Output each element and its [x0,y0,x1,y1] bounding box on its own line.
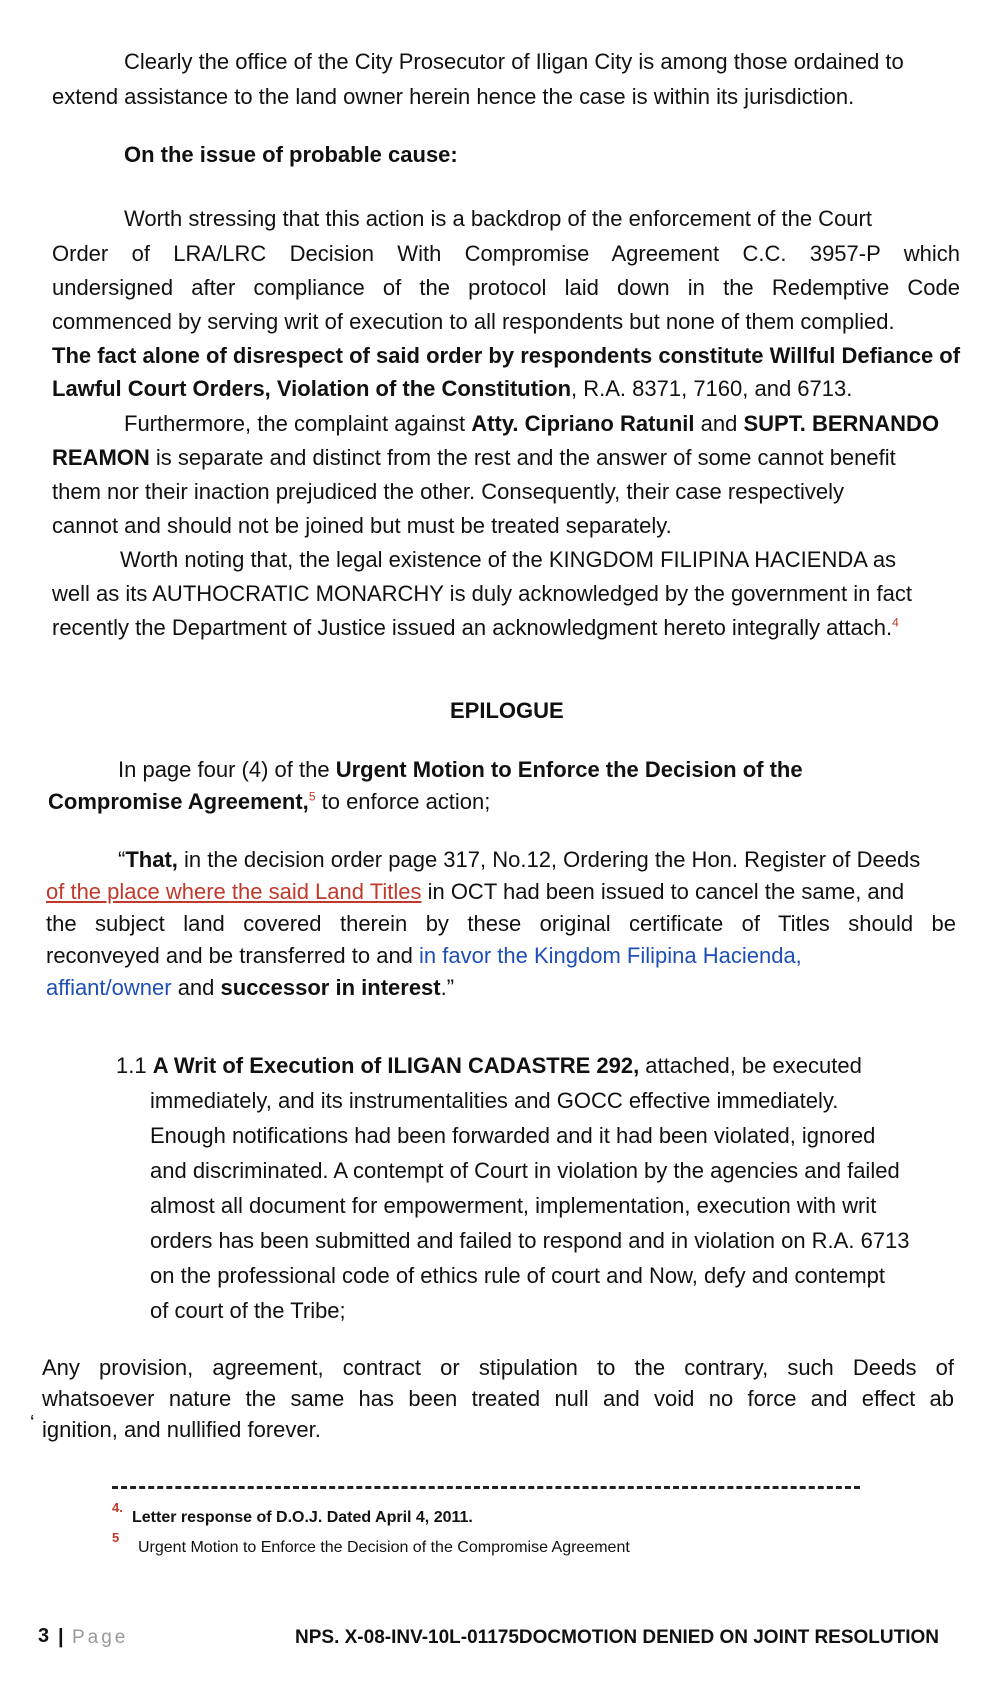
page-label: Page [72,1627,129,1648]
highlighted-text: in favor the Kingdom Filipina Hacienda, [419,943,802,968]
section-heading-probable-cause: On the issue of probable cause: [124,142,458,167]
bold-text: SUPT. BERNANDO [743,411,940,436]
paragraph-line [52,375,852,403]
bold-text: A Writ of Execution of ILIGAN CADASTRE 292, [152,1053,640,1078]
paragraph-line [124,410,939,438]
plain-text: in the decision order page 317, No.12, Ordering the Hon. Register of Deeds [177,847,921,872]
list-item-line: Enough notifications had been forwarded and it had been violated, ignored [150,1123,876,1148]
paragraph-line: ignition, and nullified forever. [42,1417,321,1442]
paragraph-line [52,444,896,472]
footnote-text: Letter response of D.O.J. Dated April 4, 2011. [132,1509,473,1526]
footnote-marker: 4. [112,1500,123,1515]
paragraph-line: Clearly the office of the City Prosecutor of Iligan City is among those ordained to [124,49,904,74]
plain-text: is separate and distinct from the rest and the answer of some cannot benefit [149,445,896,470]
list-item-line: orders has been submitted and failed to respond and in violation on R.A. 6713 [150,1228,910,1253]
paragraph-line: undersigned after compliance of the protocol laid down in the Redemptive Code [52,275,960,300]
footnote-ref: 4 [892,615,899,630]
paragraph-line: Worth noting that, the legal existence of the KINGDOM FILIPINA HACIENDA as [120,547,897,572]
plain-text: recently the Department of Justice issued an acknowledgment hereto integrally attach. [52,615,893,640]
plain-text: Furthermore, the complaint against [124,411,472,436]
highlighted-text: affiant/owner [46,975,172,1000]
footnote-marker: 5 [112,1530,120,1545]
plain-text: reconveyed and be transferred to and [46,943,420,968]
underlined-text: of the place where the said Land Titles [46,879,422,904]
plain-text: to enforce action; [315,789,491,814]
plain-text: 1.1 [116,1053,153,1078]
plain-text: “ [118,847,126,872]
bold-text: Urgent Motion to Enforce the Decision of the [335,757,803,782]
footnote-text: Urgent Motion to Enforce the Decision of the Compromise Agreement [138,1539,630,1556]
footnote-ref: 5 [308,789,316,804]
paragraph-line [48,788,490,816]
paragraph-line: commenced by serving writ of execution to all respondents but none of them complied. [52,309,895,334]
paragraph-line-bold: The fact alone of disrespect of said order by respondents constitute Willful Defiance of [52,343,961,368]
paragraph-line: Any provision, agreement, contract or stipulation to the contrary, such Deeds of [42,1355,954,1380]
plain-text: , R.A. 8371, 7160, and 6713. [571,376,853,401]
paragraph-line: well as its AUTHOCRATIC MONARCHY is duly acknowledged by the government in fact [52,581,912,606]
list-item-line: and discriminated. A contempt of Court in violation by the agencies and failed [150,1158,900,1183]
paragraph-line [118,756,803,784]
quote-line [46,942,802,970]
paragraph-line: Worth stressing that this action is a backdrop of the enforcement of the Court [124,206,872,231]
paragraph-line: cannot and should not be joined but must be treated separately. [52,513,672,538]
list-item-line: of court of the Tribe; [150,1298,346,1323]
section-heading-epilogue: EPILOGUE [450,698,564,723]
quote-line [118,846,920,874]
footnote-divider [112,1486,860,1489]
footer-reference: NPS. X-08-INV-10L-01175DOCMOTION DENIED ON JOINT RESOLUTION [295,1627,940,1648]
paragraph-line [52,614,899,642]
plain-text: attached, be executed [639,1053,862,1078]
bold-text: REAMON [52,445,150,470]
list-item-line: on the professional code of ethics rule of court and Now, defy and contempt [150,1263,886,1288]
plain-text: and [171,975,221,1000]
bold-text: That, [125,847,178,872]
bold-text: Atty. Cipriano Ratunil [471,411,695,436]
plain-text: and [694,411,744,436]
quote-line: the subject land covered therein by these original certificate of Titles should be [46,911,956,936]
list-item-line: immediately, and its instrumentalities and GOCC effective immediately. [150,1088,839,1113]
quote-line [46,974,454,1002]
paragraph-line: them nor their inaction prejudiced the other. Consequently, their case respectively [52,479,845,504]
handwritten-tick-mark: ‘ [30,1412,35,1434]
bold-text: Lawful Court Orders, Violation of the Constitution [52,376,572,401]
page-number: 3 [38,1625,50,1647]
plain-text: .” [440,975,455,1000]
footer-separator: | [58,1626,64,1648]
bold-text: Compromise Agreement, [48,789,309,814]
quote-line [46,878,904,906]
bold-text: successor in interest [220,975,441,1000]
list-item-line [116,1052,862,1080]
list-item-line: almost all document for empowerment, implementation, execution with writ [150,1193,877,1218]
paragraph-line: Order of LRA/LRC Decision With Compromise Agreement C.C. 3957-P which [52,241,960,266]
plain-text: In page four (4) of the [118,757,336,782]
plain-text: in OCT had been issued to cancel the same, and [421,879,905,904]
paragraph-line: whatsoever nature the same has been treated null and void no force and effect ab [42,1386,954,1411]
paragraph-line: extend assistance to the land owner herein hence the case is within its jurisdiction. [52,84,855,109]
